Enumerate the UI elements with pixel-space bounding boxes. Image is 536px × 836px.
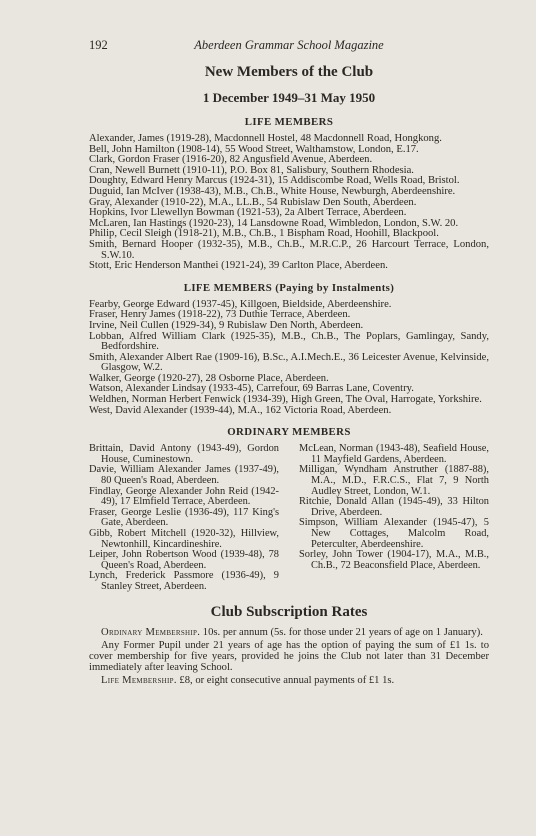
life-membership-text: £8, or eight consecutive annual payments of £1 1s.: [176, 674, 395, 686]
member-entry: Sorley, John Tower (1904-17), M.A., M.B., Ch.B., 72 Beaconsfield Place, Aberdeen.: [299, 549, 489, 571]
member-entry: Smith, Alexander Albert Rae (1909-16), B.Sc., A.I.Mech.E., 36 Leicester Avenue, Kelvinside, Glasgow, W.2.: [89, 351, 489, 374]
member-entry: Alexander, James (1919-28), Macdonnell Hostel, 48 Macdonnell Road, Hongkong.: [89, 133, 442, 144]
member-entry: Ritchie, Donald Allan (1945-49), 33 Hilton Drive, Aberdeen.: [299, 496, 489, 518]
member-entry: Fearby, George Edward (1937-45), Killgoen, Bieldside, Aberdeenshire.: [89, 298, 392, 310]
member-entry: Hopkins, Ivor Llewellyn Bowman (1921-53), 2a Albert Terrace, Aberdeen.: [89, 207, 407, 219]
member-entry: Walker, George (1920-27), 28 Osborne Place, Aberdeen.: [89, 372, 329, 384]
ordinary-members-right-column: [299, 444, 489, 592]
ordinary-membership-text: 10s. per annum (5s. for those under 21 years of age on 1 January).: [200, 626, 483, 638]
member-entry: Watson, Alexander Lindsay (1933-45), Carrefour, 69 Barras Lane, Coventry.: [89, 383, 414, 395]
member-entry: Smith, Bernard Hooper (1932-35), M.B., Ch.B., M.R.C.P., 26 Harcourt Terrace, London, S.W.10.: [89, 238, 489, 261]
ordinary-membership-paragraph: [89, 627, 489, 638]
ordinary-members-heading: ORDINARY MEMBERS: [227, 426, 351, 439]
member-entry: McLean, Norman (1943-48), Seafield House, 11 Mayfield Gardens, Aberdeen.: [299, 443, 489, 465]
page-title: New Members of the Club: [204, 64, 374, 80]
member-entry: Fraser, George Leslie (1936-49), 117 King's Gate, Aberdeen.: [89, 506, 279, 529]
member-entry: Leiper, John Robertson Wood (1939-48), 78 Queen's Road, Aberdeen.: [89, 549, 279, 571]
instalment-members-heading: LIFE MEMBERS (Paying by Instalments): [183, 281, 395, 294]
life-members-list: [89, 134, 489, 272]
date-range: 1 December 1949–31 May 1950: [202, 90, 376, 105]
ordinary-membership-label: Ordinary Membership.: [101, 626, 201, 638]
member-entry: Cran, Newell Burnett (1910-11), P.O. Box 81, Salisbury, Southern Rhodesia.: [89, 164, 414, 176]
life-members-heading: LIFE MEMBERS: [244, 116, 334, 128]
member-entry: Davie, William Alexander James (1937-49), 80 Queen's Road, Aberdeen.: [89, 464, 279, 487]
page-header: [89, 38, 489, 58]
member-entry: Irvine, Neil Cullen (1929-34), 9 Rubislaw Den North, Aberdeen.: [89, 319, 364, 331]
member-entry: Lobban, Alfred William Clark (1925-35), M.B., Ch.B., The Poplars, Gamlingay, Sandy, Bedfordshire.: [89, 330, 489, 353]
member-entry: Clark, Gordon Fraser (1916-20), 82 Angusfield Avenue, Aberdeen.: [89, 154, 373, 166]
ordinary-members-columns: [89, 444, 489, 592]
life-membership-paragraph: [89, 675, 489, 686]
life-membership-label: Life Membership.: [101, 674, 177, 686]
member-entry: Lynch, Frederick Passmore (1936-49), 9 Stanley Street, Aberdeen.: [89, 570, 279, 592]
member-entry: Bell, John Hamilton (1908-14), 55 Wood Street, Walthamstow, London, E.17.: [89, 143, 419, 155]
member-entry: Gibb, Robert Mitchell (1920-32), Hillview, Newtonhill, Kincardineshire.: [89, 528, 279, 550]
five-year-option-paragraph: Any Former Pupil under 21 years of age has the option of paying the sum of £1 1s. to cover membership for five years, provided he joins the Club not later than 31 December immediately after leaving School.: [89, 639, 489, 673]
member-entry: Duguid, Ian McIver (1938-43), M.B., Ch.B., White House, Newburgh, Aberdeenshire.: [89, 185, 456, 197]
member-entry: Findlay, George Alexander John Reid (1942-49), 17 Elmfield Terrace, Aberdeen.: [89, 485, 279, 508]
member-entry: West, David Alexander (1939-44), M.A., 162 Victoria Road, Aberdeen.: [89, 404, 392, 416]
member-entry: Fraser, Henry James (1918-22), 73 Duthie Terrace, Aberdeen.: [89, 309, 351, 321]
member-entry: Milligan, Wyndham Anstruther (1887-88), M.A., M.D., F.R.C.S., Flat 7, 9 North Audley Street, London, W.1.: [299, 464, 489, 497]
member-entry: Gray, Alexander (1910-22), M.A., LL.B., 54 Rubislaw Den South, Aberdeen.: [89, 196, 417, 208]
member-entry: Brittain, David Antony (1943-49), Gordon House, Cuminestown.: [89, 443, 279, 465]
member-entry: Simpson, William Alexander (1945-47), 5 New Cottages, Malcolm Road, Peterculter, Aberdeenshire.: [299, 517, 489, 550]
ordinary-members-left-column: [89, 444, 279, 592]
member-entry: Weldhen, Norman Herbert Fenwick (1934-39), High Green, The Oval, Harrogate, Yorkshire.: [89, 394, 482, 406]
member-entry: McLaren, Ian Hastings (1920-23), 14 Lansdowne Road, Wimbledon, London, S.W. 20.: [89, 217, 459, 229]
member-entry: Philip, Cecil Sleigh (1918-21), M.B., Ch.B., 1 Bispham Road, Hoohill, Blackpool.: [89, 228, 439, 240]
member-entry: Doughty, Edward Henry Marcus (1924-31), 15 Addiscombe Road, Wells Road, Bristol.: [89, 175, 460, 187]
running-title: Aberdeen Grammar School Magazine: [194, 38, 384, 52]
instalment-members-list: [89, 300, 489, 417]
member-entry: Stott, Eric Henderson Manthei (1921-24), 39 Carlton Place, Aberdeen.: [89, 260, 388, 272]
page-number: 192: [89, 38, 108, 52]
subscription-rates-heading: Club Subscription Rates: [210, 603, 368, 620]
page-content: [89, 64, 489, 688]
